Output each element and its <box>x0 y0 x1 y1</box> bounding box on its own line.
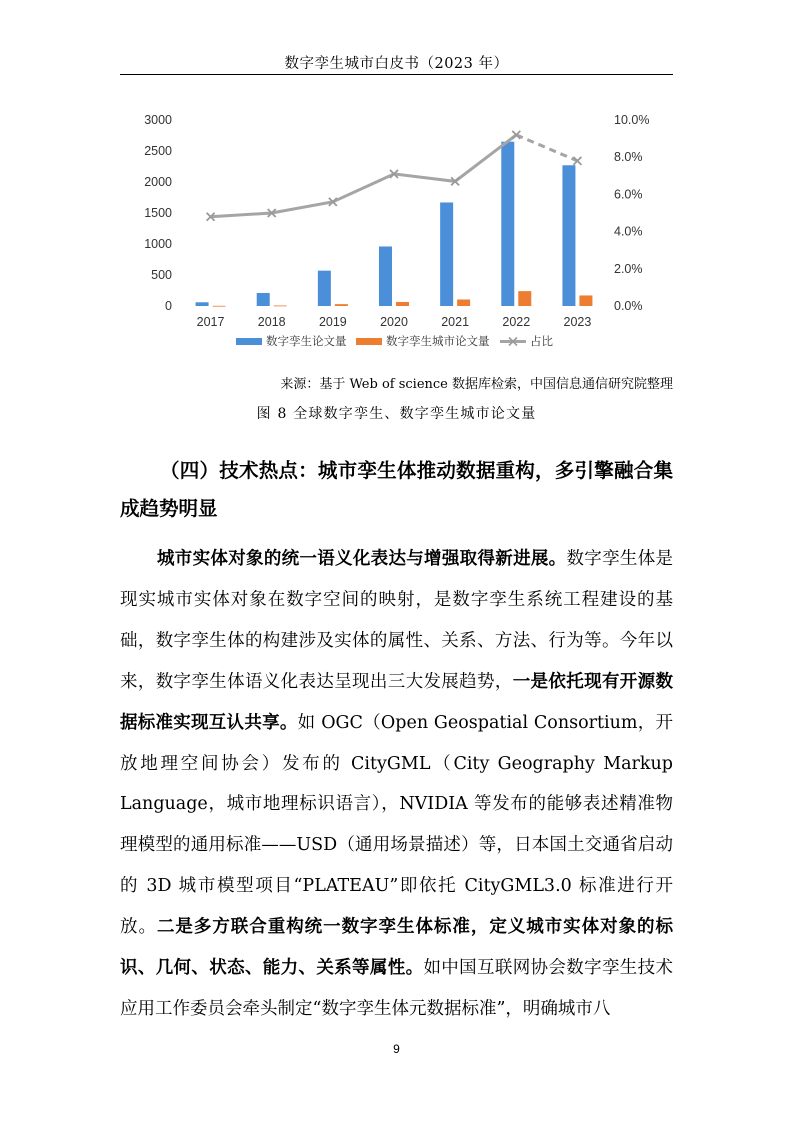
x-tick-label: 2021 <box>441 315 470 329</box>
bar-1 <box>274 306 287 307</box>
figure-caption: 图 8 全球数字孪生、数字孪生城市论文量 <box>256 406 537 422</box>
y-tick-label: 1500 <box>144 206 172 220</box>
y2-tick-label: 6.0% <box>614 187 643 202</box>
bar-0 <box>501 142 514 306</box>
text-3: 如中国互联网协会数字孪生技术应用工作委员会牵头制定“数字孪生体元数据标准”，明确城市八 <box>120 958 674 1019</box>
figure-source: 来源：基于 Web of science 数据库检索，中国信息通信研究院整理 <box>280 377 673 392</box>
bar-1 <box>396 302 409 306</box>
x-tick-label: 2019 <box>318 315 347 329</box>
text-2: 如 OGC（Open Geospatial Consortium，开放地理空间协会）发布的 CityGML（City Geography Markup Language，城市地理标识语言），NVIDIA 等发布的能够表述精准物理模型的通用标准——USD（通用场景描述）等，日本国土交通省启动的 3D 城市模型项目“PLATEAU”即依托 CityGML3.0 标准进行开放。 <box>120 712 673 938</box>
legend-item-0 <box>236 334 347 348</box>
y-tick-label: 0 <box>165 299 172 313</box>
y2-tick-label: 4.0% <box>614 224 643 239</box>
legend-label: 占比 <box>530 334 553 348</box>
bold-lead-3: 二是多方联合重构统一数字孪生体标准，定义城市实体对象的标识、几何、状态、能力、关系等属性。 <box>120 917 674 979</box>
y-tick-label: 500 <box>151 268 172 282</box>
x-tick-label: 2017 <box>196 315 225 329</box>
y2-tick-label: 2.0% <box>614 261 643 276</box>
bar-0 <box>379 246 392 306</box>
ratio-line <box>211 135 517 217</box>
y-tick-label: 2500 <box>144 144 172 158</box>
x-tick-label: 2022 <box>502 315 531 329</box>
bar-0 <box>318 271 331 306</box>
ratio-line-dashed <box>516 135 577 161</box>
y2-tick-label: 10.0% <box>614 113 650 127</box>
paper-count-chart <box>120 96 673 366</box>
bar-0 <box>257 293 270 306</box>
chart-svg <box>120 96 673 366</box>
bar-0 <box>196 302 209 306</box>
y-tick-label: 1000 <box>144 237 172 251</box>
body-paragraph <box>120 539 673 1030</box>
running-header: 数字孪生城市白皮书（2023 年） <box>120 52 673 75</box>
bar-1 <box>213 306 226 307</box>
bar-0 <box>440 202 453 306</box>
y2-tick-label: 8.0% <box>614 150 643 165</box>
x-tick-label: 2018 <box>257 315 286 329</box>
bar-1 <box>335 304 348 306</box>
bar-1 <box>579 295 592 306</box>
x-tick-label: 2023 <box>563 315 592 329</box>
text-1: 数字孪生体是现实城市实体对象在数字空间的映射，是数字孪生系统工程建设的基础，数字孪生体的构建涉及实体的属性、关系、方法、行为等。今年以来，数字孪生体语义化表达呈现出三大发展趋势， <box>120 549 674 692</box>
x-tick-label: 2020 <box>380 315 408 329</box>
legend-label: 数字孪生城市论文量 <box>386 334 490 348</box>
section-heading: （四）技术热点：城市孪生体推动数据重构，多引擎融合集成趋势明显 <box>120 459 673 520</box>
bold-lead-2: 一是依托现有开源数据标准实现互认共享。 <box>120 671 674 733</box>
bar-1 <box>457 299 470 306</box>
y2-tick-label: 0.0% <box>614 299 643 313</box>
bar-0 <box>562 165 575 306</box>
legend-item-1 <box>356 334 490 348</box>
page-number: 9 <box>393 1042 400 1056</box>
legend-item-2 <box>500 334 553 348</box>
bar-1 <box>518 291 531 306</box>
y-tick-label: 3000 <box>144 113 172 127</box>
legend-label: 数字孪生论文量 <box>266 334 347 348</box>
y-tick-label: 2000 <box>144 175 172 189</box>
bold-lead-1: 城市实体对象的统一语义化表达与增强取得新进展。 <box>157 549 567 569</box>
